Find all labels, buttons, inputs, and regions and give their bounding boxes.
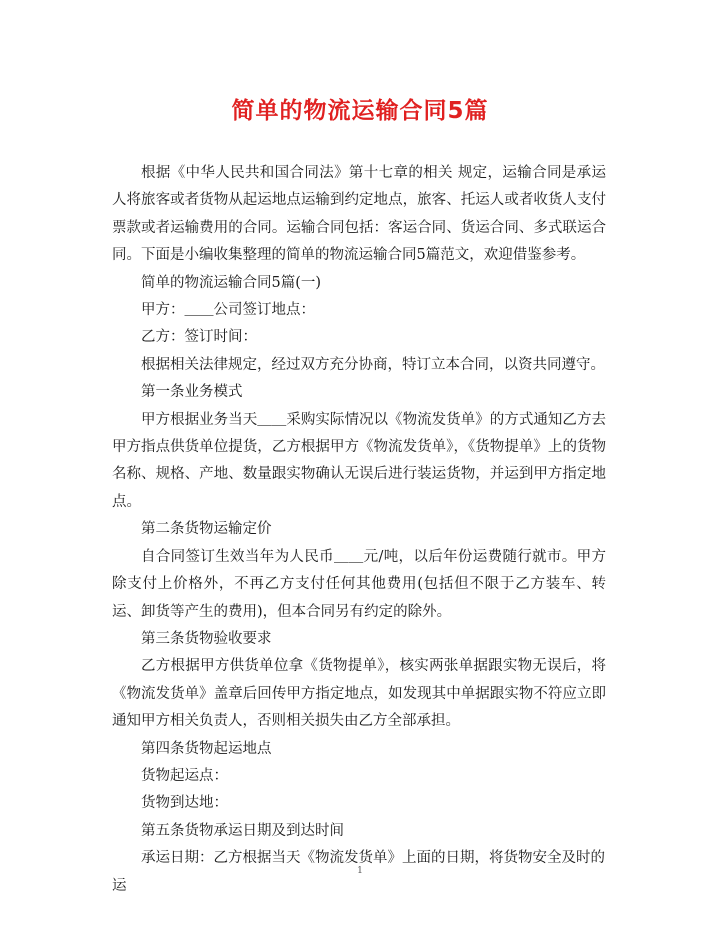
clause-paragraph: 承运日期：乙方根据当天《物流发货单》上面的日期，将货物安全及时的运 [112, 850, 605, 894]
clause-heading: 第五条货物承运日期及到达时间 [141, 822, 344, 839]
clause-paragraph: 乙方根据甲方供货单位拿《货物提单》，核实两张单据跟实物无误后，将《物流发货单》盖章后回传甲方指定地点，如发现其中单据跟实物不符应立即通知甲方相关负责人，否则相关损失由乙方全部承担。 [112, 658, 606, 730]
document-title: 简单的物流运输合同5篇 [231, 98, 489, 124]
clause-heading: 第四条货物起运地点 [141, 740, 272, 757]
destination-line: 货物到达地： [141, 795, 228, 812]
origin-line: 货物起运点： [141, 767, 228, 784]
clause-heading: 第二条货物运输定价 [141, 521, 272, 538]
page-number: 1 [357, 866, 363, 876]
party-a-line: 甲方：＿＿公司签订地点： [141, 302, 315, 319]
clause-heading: 第三条货物验收要求 [141, 630, 272, 647]
document-body [112, 160, 606, 900]
agreement-paragraph: 根据相关法律规定，经过双方充分协商，特订立本合同，以资共同遵守。 [141, 356, 605, 373]
clause-heading: 第一条业务模式 [141, 384, 243, 401]
section-heading: 简单的物流运输合同5篇(一) [141, 274, 322, 291]
intro-paragraph: 根据《中华人民共和国合同法》第十七章的相关 规定，运输合同是承运人将旅客或者货物从起运地点运输到约定地点，旅客、托运人或者收货人支付票款或者运输费用的合同。运输合同包括：客运合同、货运合同、多式联运合同。下面是小编收集整理的简单的物流运输合同5篇范文，欢迎借鉴参考。 [112, 165, 606, 264]
clause-paragraph: 自合同签订生效当年为人民币＿＿元/吨，以后年份运费随行就市。甲方除支付上价格外，不再乙方支付任何其他费用(包括但不限于乙方装车、转运、卸货等产生的费用)，但本合同另有约定的除外。 [112, 548, 606, 620]
clause-paragraph: 甲方根据业务当天＿＿采购实际情况以《物流发货单》的方式通知乙方去甲方指点供货单位提货，乙方根据甲方《物流发货单》，《货物提单》上的货物名称、规格、产地、数量跟实物确认无误后进行装运货物，并运到甲方指定地点。 [112, 411, 606, 510]
party-b-line: 乙方：签订时间： [141, 329, 257, 346]
